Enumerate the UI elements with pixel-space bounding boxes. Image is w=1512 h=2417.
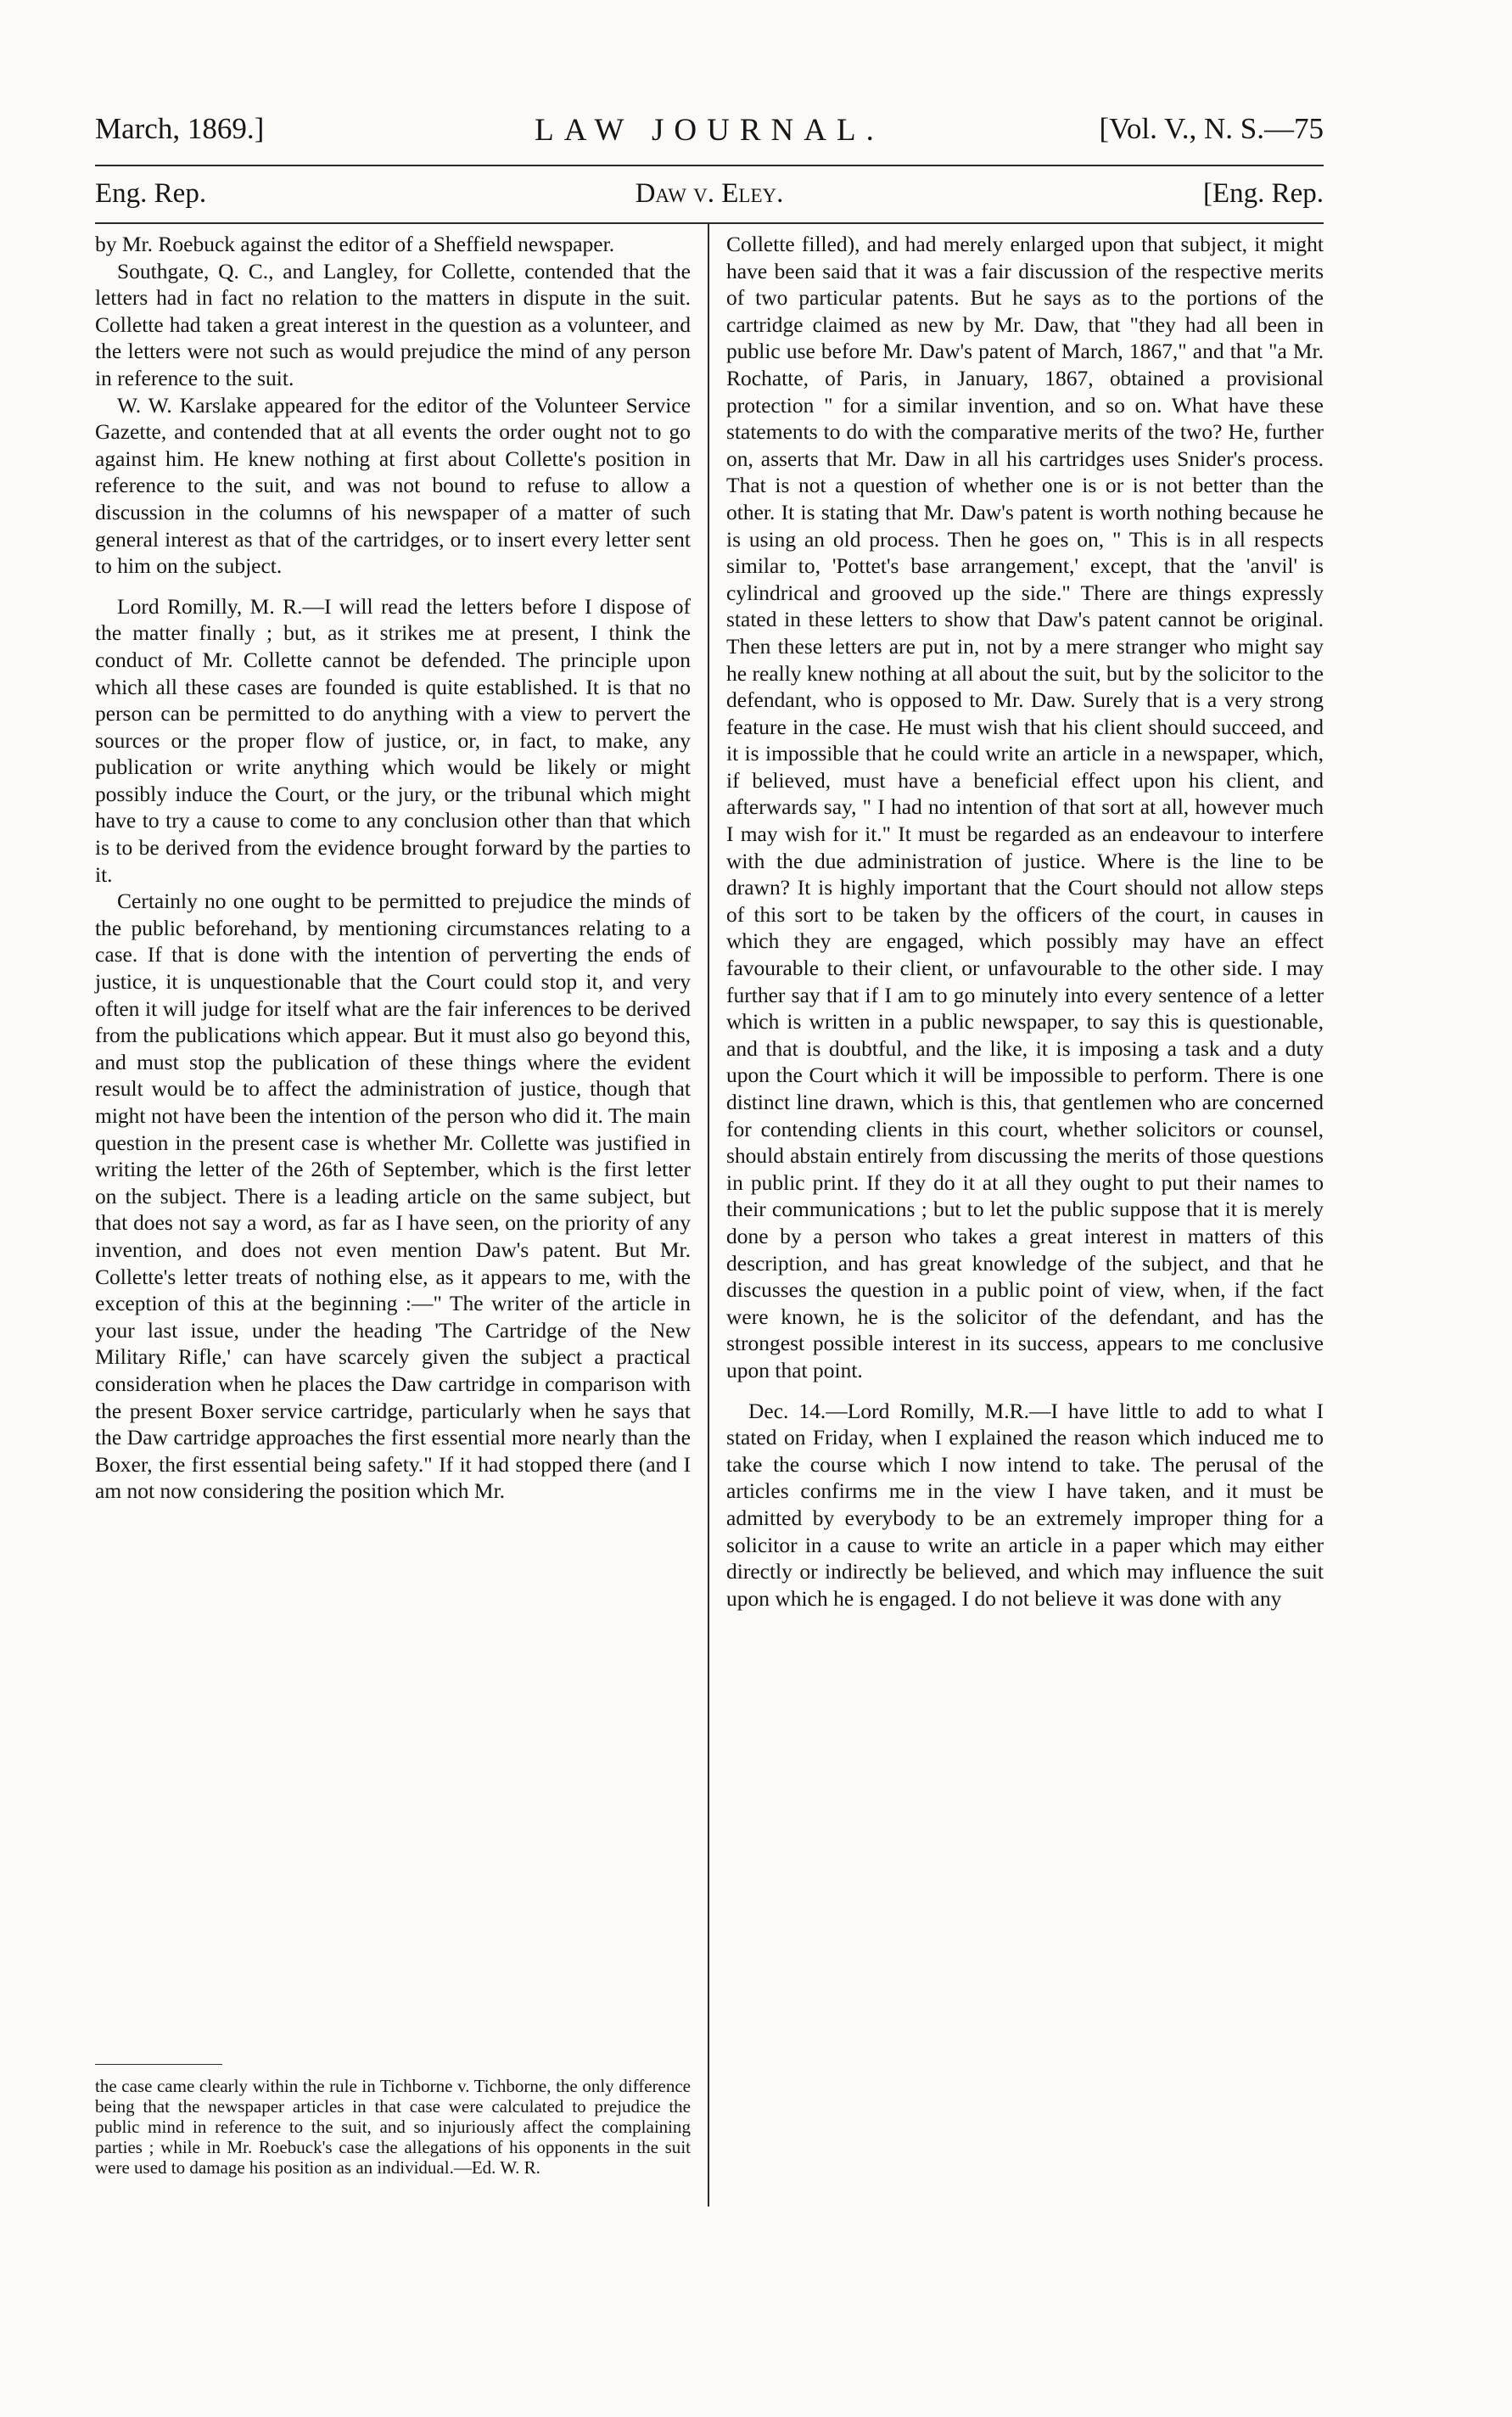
report-right: [Eng. Rep. xyxy=(1202,178,1324,209)
footnote xyxy=(95,2076,691,2178)
case-header xyxy=(95,178,1324,214)
header-rule-top xyxy=(95,165,1324,166)
issue-date: March, 1869.] xyxy=(95,112,265,145)
left-column xyxy=(95,231,691,1505)
paragraph: Lord Romilly, M. R.—I will read the letters before I dispose of the matter finally ; but, as it strikes me at present, I think the conduct of Mr. Collette cannot be defended. The principle upon which all these cases are founded is quite established. It is that no person can be permitted to do anything with a view to pervert the sources or the proper flow of justice, or, in fact, to make, any publication or write anything which would be likely or might possibly induce the Court, or the jury, or the tribunal which might have to try a cause to come to any conclusion other than that which is to be derived from the evidence brought forward by the parties to it. xyxy=(95,593,691,887)
report-left: Eng. Rep. xyxy=(95,178,207,209)
right-column xyxy=(726,231,1324,1612)
paragraph: Dec. 14.—Lord Romilly, M.R.—I have little to add to what I stated on Friday, when I explained the reason which induced me to take the course which I now intend to take. The perusal of the articles confirms me in the view I have taken, and it must be admitted by everybody to be an extremely improper thing for a solicitor in a cause to write an article in a paper which may either directly or indirectly be believed, and which may influence the suit upon which he is engaged. I do not believe it was done with any xyxy=(726,1398,1324,1611)
paragraph: by Mr. Roebuck against the editor of a Sheffield newspaper. xyxy=(95,232,615,256)
footnote-text: the case came clearly within the rule in Tichborne v. Tichborne, the only difference being that the newspaper articles in that case were calculated to prejudice the public mind in reference to the suit, and so injuriously affect the complaining parties ; while in Mr. Roebuck's case the allegations of his opponents in the suit were used to damage his position as an individual.—Ed. W. R. xyxy=(95,2076,691,2178)
paragraph: Certainly no one ought to be permitted to prejudice the minds of the public beforehand, by mentioning circumstances relating to a case. If that is done with the intention of perverting the ends of justice, it is unquestionable that the Court could stop it, and very often it will judge for itself what are the fair inferences to be derived from the publications which appear. But it must also go beyond this, and must stop the publication of these things where the evident result would be to affect the administration of justice, though that might not have been the intention of the person who did it. The main question in the present case is whether Mr. Collette was justified in writing the letter of the 26th of September, which is the first letter on the subject. There is a leading article on the same subject, but that does not say a word, as far as I have seen, on the priority of any invention, and does not even mention Daw's patent. But Mr. Collette's letter treats of nothing else, as it appears to me, with the exception of this at the beginning :—" The writer of the article in your last issue, under the heading 'The Cartridge of the New Military Rifle,' can have scarcely given the subject a practical consideration when he places the Daw cartridge in comparison with the present Boxer service cartridge, particularly when he says that the Daw cartridge approaches the first essential more nearly than the Boxer, the first essential being safety." If it had stopped there (and I am not now considering the position which Mr. xyxy=(95,889,691,1504)
column-divider xyxy=(708,224,709,2207)
footnote-rule xyxy=(95,2064,222,2065)
journal-title: LAW JOURNAL. xyxy=(535,113,884,148)
case-title: Daw v. Eley. xyxy=(635,178,784,209)
paragraph: Collette filled), and had merely enlarged upon that subject, it might have been said that it was a fair discussion of the respective merits of two particular patents. But he says as to the portions of the cartridge claimed as new by Mr. Daw, that "they had all been in public use before Mr. Daw's patent of March, 1867," and that "a Mr. Rochatte, of Paris, in January, 1867, obtained a provisional protection " for a similar invention, and so on. What have these statements to do with the comparative merits of the two? He, further on, asserts that Mr. Daw in all his cartridges uses Snider's process. That is not a question of whether one is or is not better than the other. It is stating that Mr. Daw's patent is worth nothing because he is using an old process. Then he goes on, " This is in all respects similar to, 'Pottet's base arrangement,' except, that the 'anvil' is cylindrical and grooved up the side." There are things expressly stated in these letters to show that Daw's patent cannot be original. Then these letters are put in, not by a mere stranger who might say he really knew nothing at all about the suit, but by the solicitor to the defendant, who is opposed to Mr. Daw. Surely that is a very strong feature in the case. He must wish that his client should succeed, and it is impossible that he could write an article in a newspaper, which, if believed, must have a beneficial effect upon his client, and afterwards say, " I had no intention of that sort at all, however much I may wish for it." It must be regarded as an endeavour to interfere with the due administration of justice. Where is the line to be drawn? It is highly important that the Court should not allow steps of this sort to be taken by the officers of the court, in causes in which they are engaged, which possibly may have an effect favourable to their client, or unfavourable to the other side. I may further say that if I am to go minutely into every sentence of a letter which is written in a public newspaper, to say this is questionable, and that is doubtful, and the like, it is imposing a task and a duty upon the Court which it will be impossible to perform. There is one distinct line drawn, which is this, that gentlemen who are concerned for contending clients in this court, whether solicitors or counsel, should abstain entirely from discussing the merits of those questions in public print. If they do it at all they ought to put their names to their communications ; but to let the public suppose that it is merely done by a person who takes a great interest in matters of this description, and has great knowledge of the subject, and that he discusses the question in a public point of view, when, if the fact were known, he is the solicitor of the defendant, and has the strongest possible interest in its success, appears to me conclusive upon that point. xyxy=(726,232,1324,1382)
header-rule-bottom xyxy=(95,222,1324,224)
paragraph: Southgate, Q. C., and Langley, for Collette, contended that the letters had in fact no relation to the matters in dispute in the suit. Collette had taken a great interest in the question as a volunteer, and the letters were not such as would prejudice the mind of any person in reference to the suit. xyxy=(95,258,691,390)
volume-page: [Vol. V., N. S.—75 xyxy=(1099,112,1324,145)
paragraph: W. W. Karslake appeared for the editor of the Volunteer Service Gazette, and contended that at all events the order ought not to go against him. He knew nothing at first about Collette's position in reference to the suit, and was not bound to refuse to allow a discussion in the columns of his newspaper of a matter of such general interest as that of the cartridges, or to insert every letter sent to him on the subject. xyxy=(95,392,691,579)
running-header xyxy=(95,112,1324,151)
